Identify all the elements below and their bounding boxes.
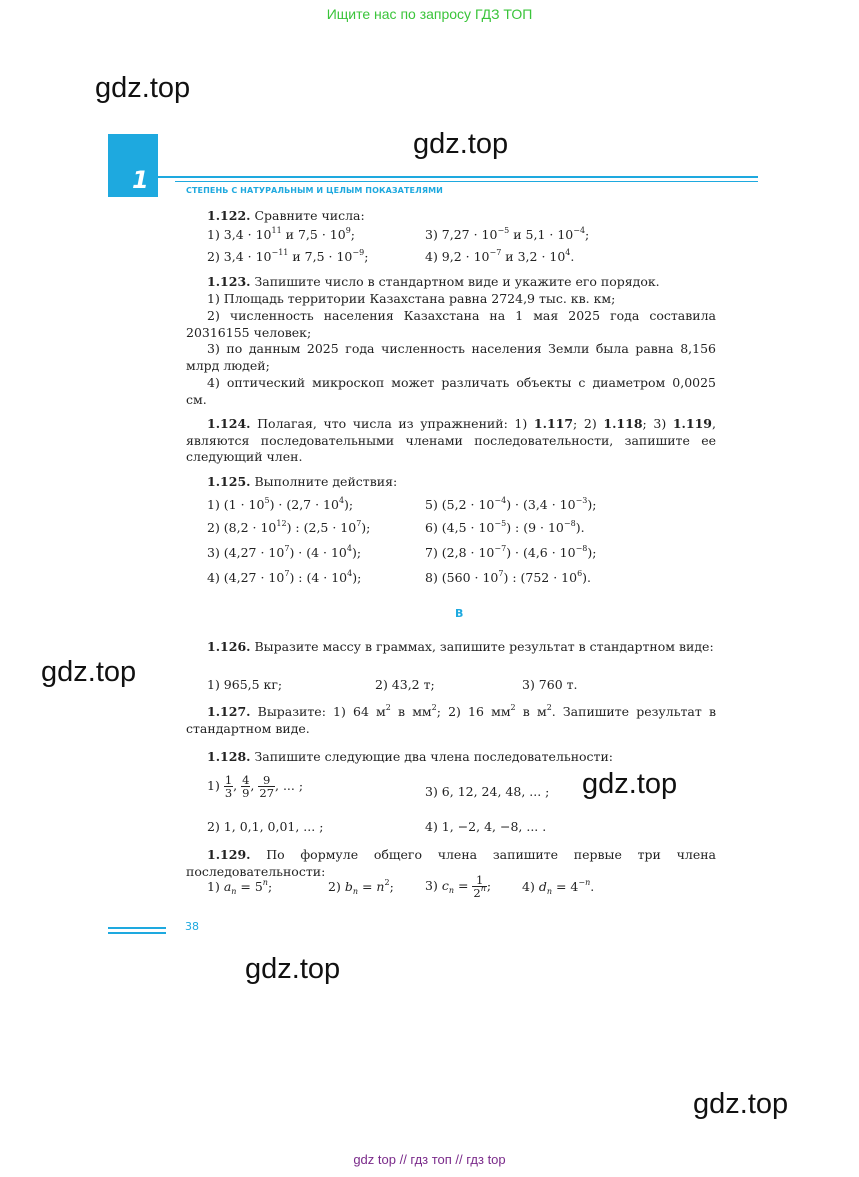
exercise-1-126: 1.126. Выразите массу в граммах, запишите результат в стандартном виде: bbox=[207, 639, 714, 654]
watermark: gdz.top bbox=[413, 128, 509, 160]
exercise-1-127: 1.127. Выразите: 1) 64 $м^2$ в $мм^2$; 2) 16 $мм^2$ в $м^2$. Запишите результат в стандартном виде. bbox=[186, 703, 716, 736]
exercise-item: 5) $(5,2 \cdot 10^{-4}) \cdot (3,4 \cdot 10^{-3})$; bbox=[425, 496, 597, 512]
exercise-item: 3) 760 т. bbox=[522, 677, 578, 692]
exercise-item: 4) $d_n = 4^{-n}$. bbox=[522, 878, 595, 896]
watermark: gdz.top bbox=[693, 1088, 789, 1120]
exercise-item: 4) 1, −2, 4, −8, ... . bbox=[425, 819, 547, 834]
exercise-item: 2) численность населения Казахстана на 1 мая 2025 года составила 20316155 человек; bbox=[186, 308, 716, 340]
exercise-item: 2) 1, 0,1, 0,01, ... ; bbox=[207, 819, 324, 834]
header-rule bbox=[175, 181, 758, 182]
exercise-1-128: 1.128. Запишите следующие два члена последовательности: bbox=[207, 749, 614, 764]
exercise-item: 7) $(2,8 \cdot 10^{-7}) \cdot (4,6 \cdot 10^{-8})$; bbox=[425, 544, 597, 560]
exercise-item: 4) оптический микроскоп может различать объекты с диаметром 0,0025 см. bbox=[186, 375, 716, 407]
exercise-item: 8) $(560 \cdot 10^7)$ : $(752 \cdot 10^6)$. bbox=[425, 569, 592, 585]
footer-links[interactable]: gdz top // гдз топ // гдз top bbox=[353, 1152, 506, 1167]
exercise-item: 3) по данным 2025 года численность населения Земли была равна 8,156 млрд людей; bbox=[186, 341, 716, 373]
exercise-item: 3) 6, 12, 24, 48, ... ; bbox=[425, 784, 550, 799]
exercise-item: 1) $\frac{1}{3}$ , $\frac{4}{9}$ , $\frac{9}{27}$ , ... ; bbox=[207, 773, 304, 800]
watermark: gdz.top bbox=[245, 953, 341, 985]
exercise-item: 3) $(4,27 \cdot 10^7) \cdot (4 \cdot 10^4)$; bbox=[207, 544, 362, 560]
footer-rule bbox=[108, 932, 166, 934]
exercise-1-125: 1.125. Выполните действия: bbox=[207, 474, 398, 489]
exercise-item: 1) Площадь территории Казахстана равна 2724,9 тыс. кв. км; bbox=[207, 291, 616, 306]
watermark: gdz.top bbox=[582, 768, 678, 800]
page-number: 38 bbox=[185, 920, 199, 933]
exercise-1-122: 1.122. Сравните числа: bbox=[207, 208, 365, 223]
exercise-item: 1) $3,4 \cdot 10^{11}$ и $7,5 \cdot 10^9$; bbox=[207, 226, 355, 242]
chapter-title: СТЕПЕНЬ С НАТУРАЛЬНЫМ И ЦЕЛЫМ ПОКАЗАТЕЛЯМИ bbox=[186, 186, 443, 195]
search-banner: Ищите нас по запросу ГДЗ ТОП bbox=[326, 6, 533, 22]
exercise-item: 1) 965,5 кг; bbox=[207, 677, 283, 692]
exercise-item: 2) $b_n = n^2$; bbox=[328, 878, 394, 896]
chapter-number: 1 bbox=[132, 166, 149, 194]
exercise-item: 4) $9,2 \cdot 10^{-7}$ и $3,2 \cdot 10^4$. bbox=[425, 248, 575, 264]
exercise-1-123: 1.123. Запишите число в стандартном виде и укажите его порядок. bbox=[207, 274, 660, 289]
exercise-item: 3) $c_n$ = $\frac{1}{2^n}$ ; bbox=[425, 873, 492, 900]
exercise-item: 2) $3,4 \cdot 10^{-11}$ и $7,5 \cdot 10^{-9}$; bbox=[207, 248, 369, 264]
header-rule bbox=[158, 176, 758, 178]
exercise-1-124: 1.124. Полагая, что числа из упражнений: 1) 1.117; 2) 1.118; 3) 1.119, являются последовательными членами последовательности, запишите ее следующий член. bbox=[186, 416, 716, 464]
exercise-item: 2) $(8,2 \cdot 10^{12})$ : $(2,5 \cdot 10^7)$; bbox=[207, 519, 371, 535]
watermark: gdz.top bbox=[95, 72, 191, 104]
exercise-item: 3) $7,27 \cdot 10^{-5}$ и $5,1 \cdot 10^{-4}$; bbox=[425, 226, 590, 242]
exercise-item: 6) $(4,5 \cdot 10^{-5})$ : $(9 \cdot 10^{-8})$. bbox=[425, 519, 585, 535]
exercise-item: 2) 43,2 т; bbox=[375, 677, 435, 692]
exercise-1-129: 1.129. По формуле общего члена запишите первые три члена последовательности: bbox=[186, 847, 716, 879]
exercise-item: 1) $a_n = 5^n$; bbox=[207, 878, 273, 896]
footer-rule bbox=[108, 927, 166, 929]
watermark: gdz.top bbox=[41, 656, 137, 688]
exercise-item: 4) $(4,27 \cdot 10^7)$ : $(4 \cdot 10^4)$; bbox=[207, 569, 362, 585]
section-letter: B bbox=[455, 607, 464, 620]
exercise-item: 1) $(1 \cdot 10^5) \cdot (2,7 \cdot 10^4)$; bbox=[207, 496, 354, 512]
